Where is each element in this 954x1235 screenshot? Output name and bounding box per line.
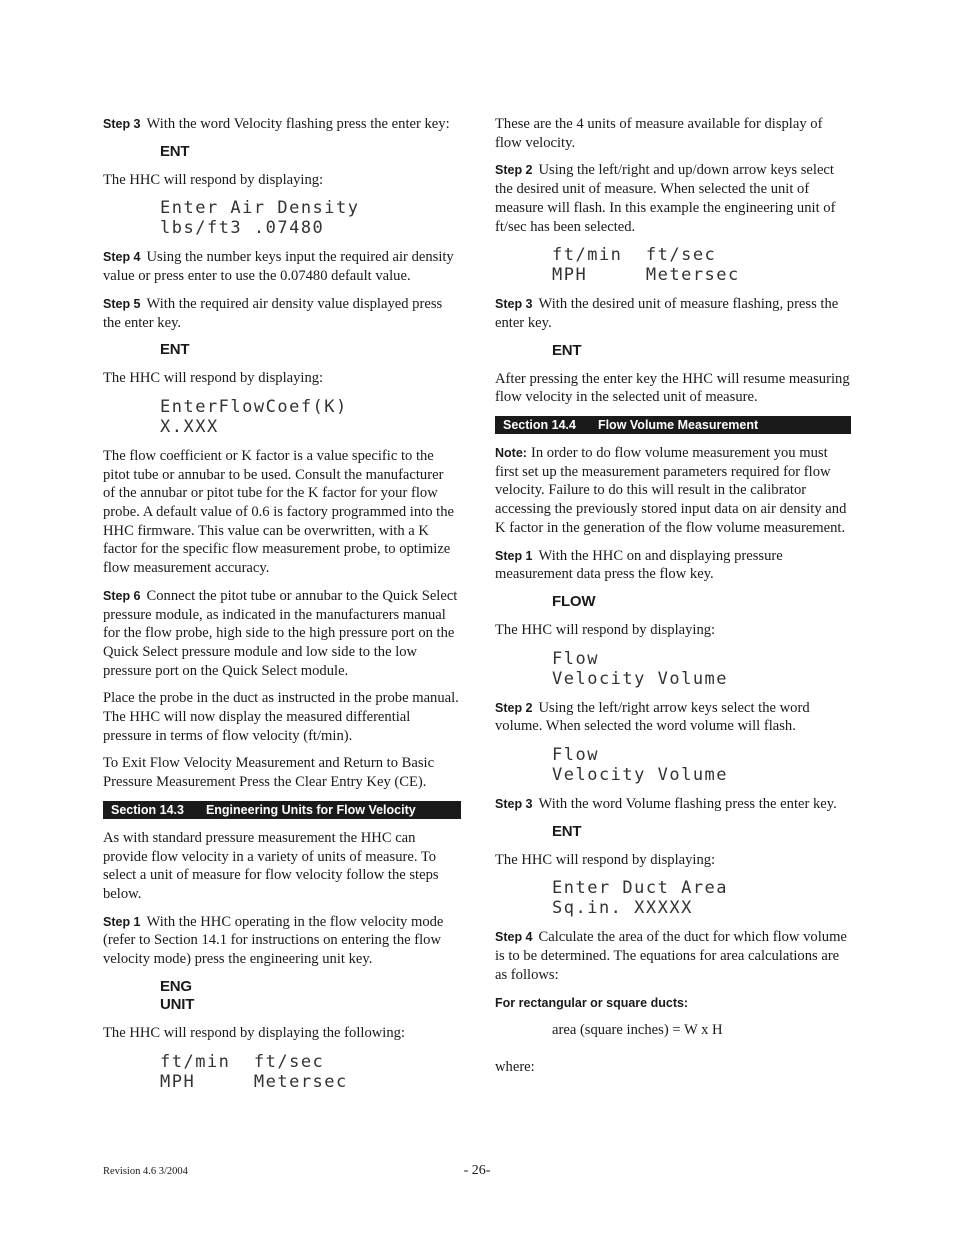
lcd-line: ft/min ft/sec [552,245,717,266]
step-label: Step 4 [103,250,141,265]
lcd-line: lbs/ft3 .07480 [160,218,325,239]
lcd-line: Enter Air Density [160,198,360,219]
lcd-line: Velocity Volume [552,765,729,786]
section-14-4-heading [495,416,851,434]
rectangular-ducts-heading: For rectangular or square ducts: [495,995,689,1010]
lcd-display-duct-area [552,878,851,918]
respond-text: The HHC will respond by displaying: [103,370,324,387]
note-label: Note: [495,446,527,461]
step-label: Step 2 [495,700,533,715]
lcd-display-flow [552,745,851,785]
kfactor-paragraph: The flow coefficient or K factor is a value specific to the pitot tube or annubar to be used. Consult the manufacturer of the annubar or pitot tube for the K factor for your flow probe. A default value of 0.6 is factory programmed into the HHC firmware. This value can be overwritten, with a K factor for the specific flow measurement probe, to optimize flow measurement accuracy. [103,447,454,577]
note-text: In order to do flow volume measurement you must first set up the measurement parameters required for flow velocity. Failure to do this will result in the calibrator accessing the previously stored input data on air density and K factor in the generation of the flow volume measurement. [495,445,847,536]
step-text: With the desired unit of measure flashing, press the enter key. [495,296,839,331]
units-intro-paragraph: As with standard pressure measurement the HHC can provide flow velocity in a variety of units of measure. To select a unit of measure for flow velocity follow the steps below. [103,829,439,902]
respond-text: The HHC will respond by displaying the following: [103,1024,405,1041]
left-column [103,115,459,1102]
step-text: Using the left/right and up/down arrow keys select the desired unit of measure. When selected the unit of measure will flash. In this example the engineering unit of ft/sec has been selected. [495,162,836,235]
after-enter-paragraph: After pressing the enter key the HHC will resume measuring flow velocity in the selected unit of measure. [495,370,850,406]
step-text: With the word Velocity flashing press the enter key: [146,116,450,132]
section-14-3-heading [103,801,461,819]
where-text: where: [495,1058,535,1075]
step-label: Step 3 [103,117,141,131]
step-label: Step 6 [103,588,141,603]
lcd-line: Sq.in. XXXXX [552,898,693,919]
step-1-paragraph [495,547,851,584]
place-probe-paragraph: Place the probe in the duct as instructed in the probe manual. The HHC will now display the measured differential pressure in terms of flow velocity (ft/min). [103,690,459,744]
step-3-paragraph [495,295,851,332]
lcd-line: X.XXX [160,416,219,437]
step-text: Using the left/right arrow keys select the word volume. When selected the word volume will flash. [495,699,810,735]
ent-key: ENT [552,822,582,840]
lcd-line: Velocity Volume [552,668,729,689]
step-text: Connect the pitot tube or annubar to the Quick Select pressure module, as indicated in the manufacturers manual for the flow probe, high side to the high pressure port on the Quick Select pressure module and low side to the low pressure port on the Quick Select module. [103,587,458,679]
lcd-line: Flow [552,745,599,766]
page-number: - 26- [463,1163,491,1178]
step-2-paragraph [495,699,851,736]
step-4-paragraph [103,248,459,285]
step-label: Step 1 [495,548,533,563]
lcd-display-units [160,1052,459,1092]
step-text: Calculate the area of the duct for which flow volume is to be determined. The equations for area calculations are as follows: [495,929,847,983]
step-label: Step 3 [495,297,533,312]
flow-key: FLOW [552,592,596,610]
step-3-paragraph [495,795,851,814]
step-text: With the word Volume flashing press the enter key. [538,796,837,813]
lcd-line: Enter Duct Area [552,878,729,899]
step-3-paragraph [103,115,459,134]
lcd-line: Flow [552,648,599,669]
step-label: Step 3 [495,797,533,812]
respond-text: The HHC will respond by displaying: [495,621,716,638]
section-title: Flow Volume Measurement [597,418,759,433]
step-2-paragraph [495,161,851,236]
respond-text: The HHC will respond by displaying: [103,171,324,188]
lcd-display-units [552,245,851,285]
key-line: ENG [160,977,192,995]
step-6-paragraph [103,587,459,681]
lcd-display-air-density [160,198,459,238]
step-label: Step 2 [495,163,533,178]
respond-text: The HHC will respond by displaying: [495,851,716,868]
step-1-paragraph [103,913,459,969]
step-label: Step 5 [103,296,141,311]
ent-key: ENT [160,142,190,160]
section-title: Engineering Units for Flow Velocity [205,802,416,817]
note-paragraph [495,444,851,538]
exit-paragraph: To Exit Flow Velocity Measurement and Return to Basic Pressure Measurement Press the Clear Entry Key (CE). [103,755,435,791]
revision-footer: Revision 4.6 3/2004 [103,1166,188,1177]
lcd-line: ft/min ft/sec [160,1051,325,1072]
step-4-paragraph [495,928,851,984]
ent-key: ENT [552,341,582,359]
step-text: Using the number keys input the required air density value or press enter to use the 0.07480 default value. [103,249,454,285]
step-5-paragraph [103,295,459,332]
lcd-line: MPH Metersec [552,265,740,286]
step-label: Step 4 [495,930,533,945]
area-formula: area (square inches) = W x H [552,1022,723,1039]
lcd-line: MPH Metersec [160,1071,348,1092]
lcd-display-flow [552,649,851,689]
step-label: Step 1 [103,914,141,929]
ent-key: ENT [160,341,190,359]
section-number: Section 14.3 [111,802,184,817]
units-available-paragraph: These are the 4 units of measure available for display of flow velocity. [495,116,823,151]
section-number: Section 14.4 [503,418,576,433]
step-text: With the HHC on and displaying pressure measurement data press the flow key. [495,547,783,583]
lcd-display-flow-coef [160,397,459,437]
lcd-line: EnterFlowCoef(K) [160,396,348,417]
key-line: UNIT [160,995,195,1013]
right-column [495,115,851,1086]
eng-unit-key [160,978,459,1014]
step-text: With the required air density value displayed press the enter key. [103,295,443,331]
step-text: With the HHC operating in the flow velocity mode (refer to Section 14.1 for instructions on entering the flow velocity mode) press the engineering unit key. [103,913,444,968]
